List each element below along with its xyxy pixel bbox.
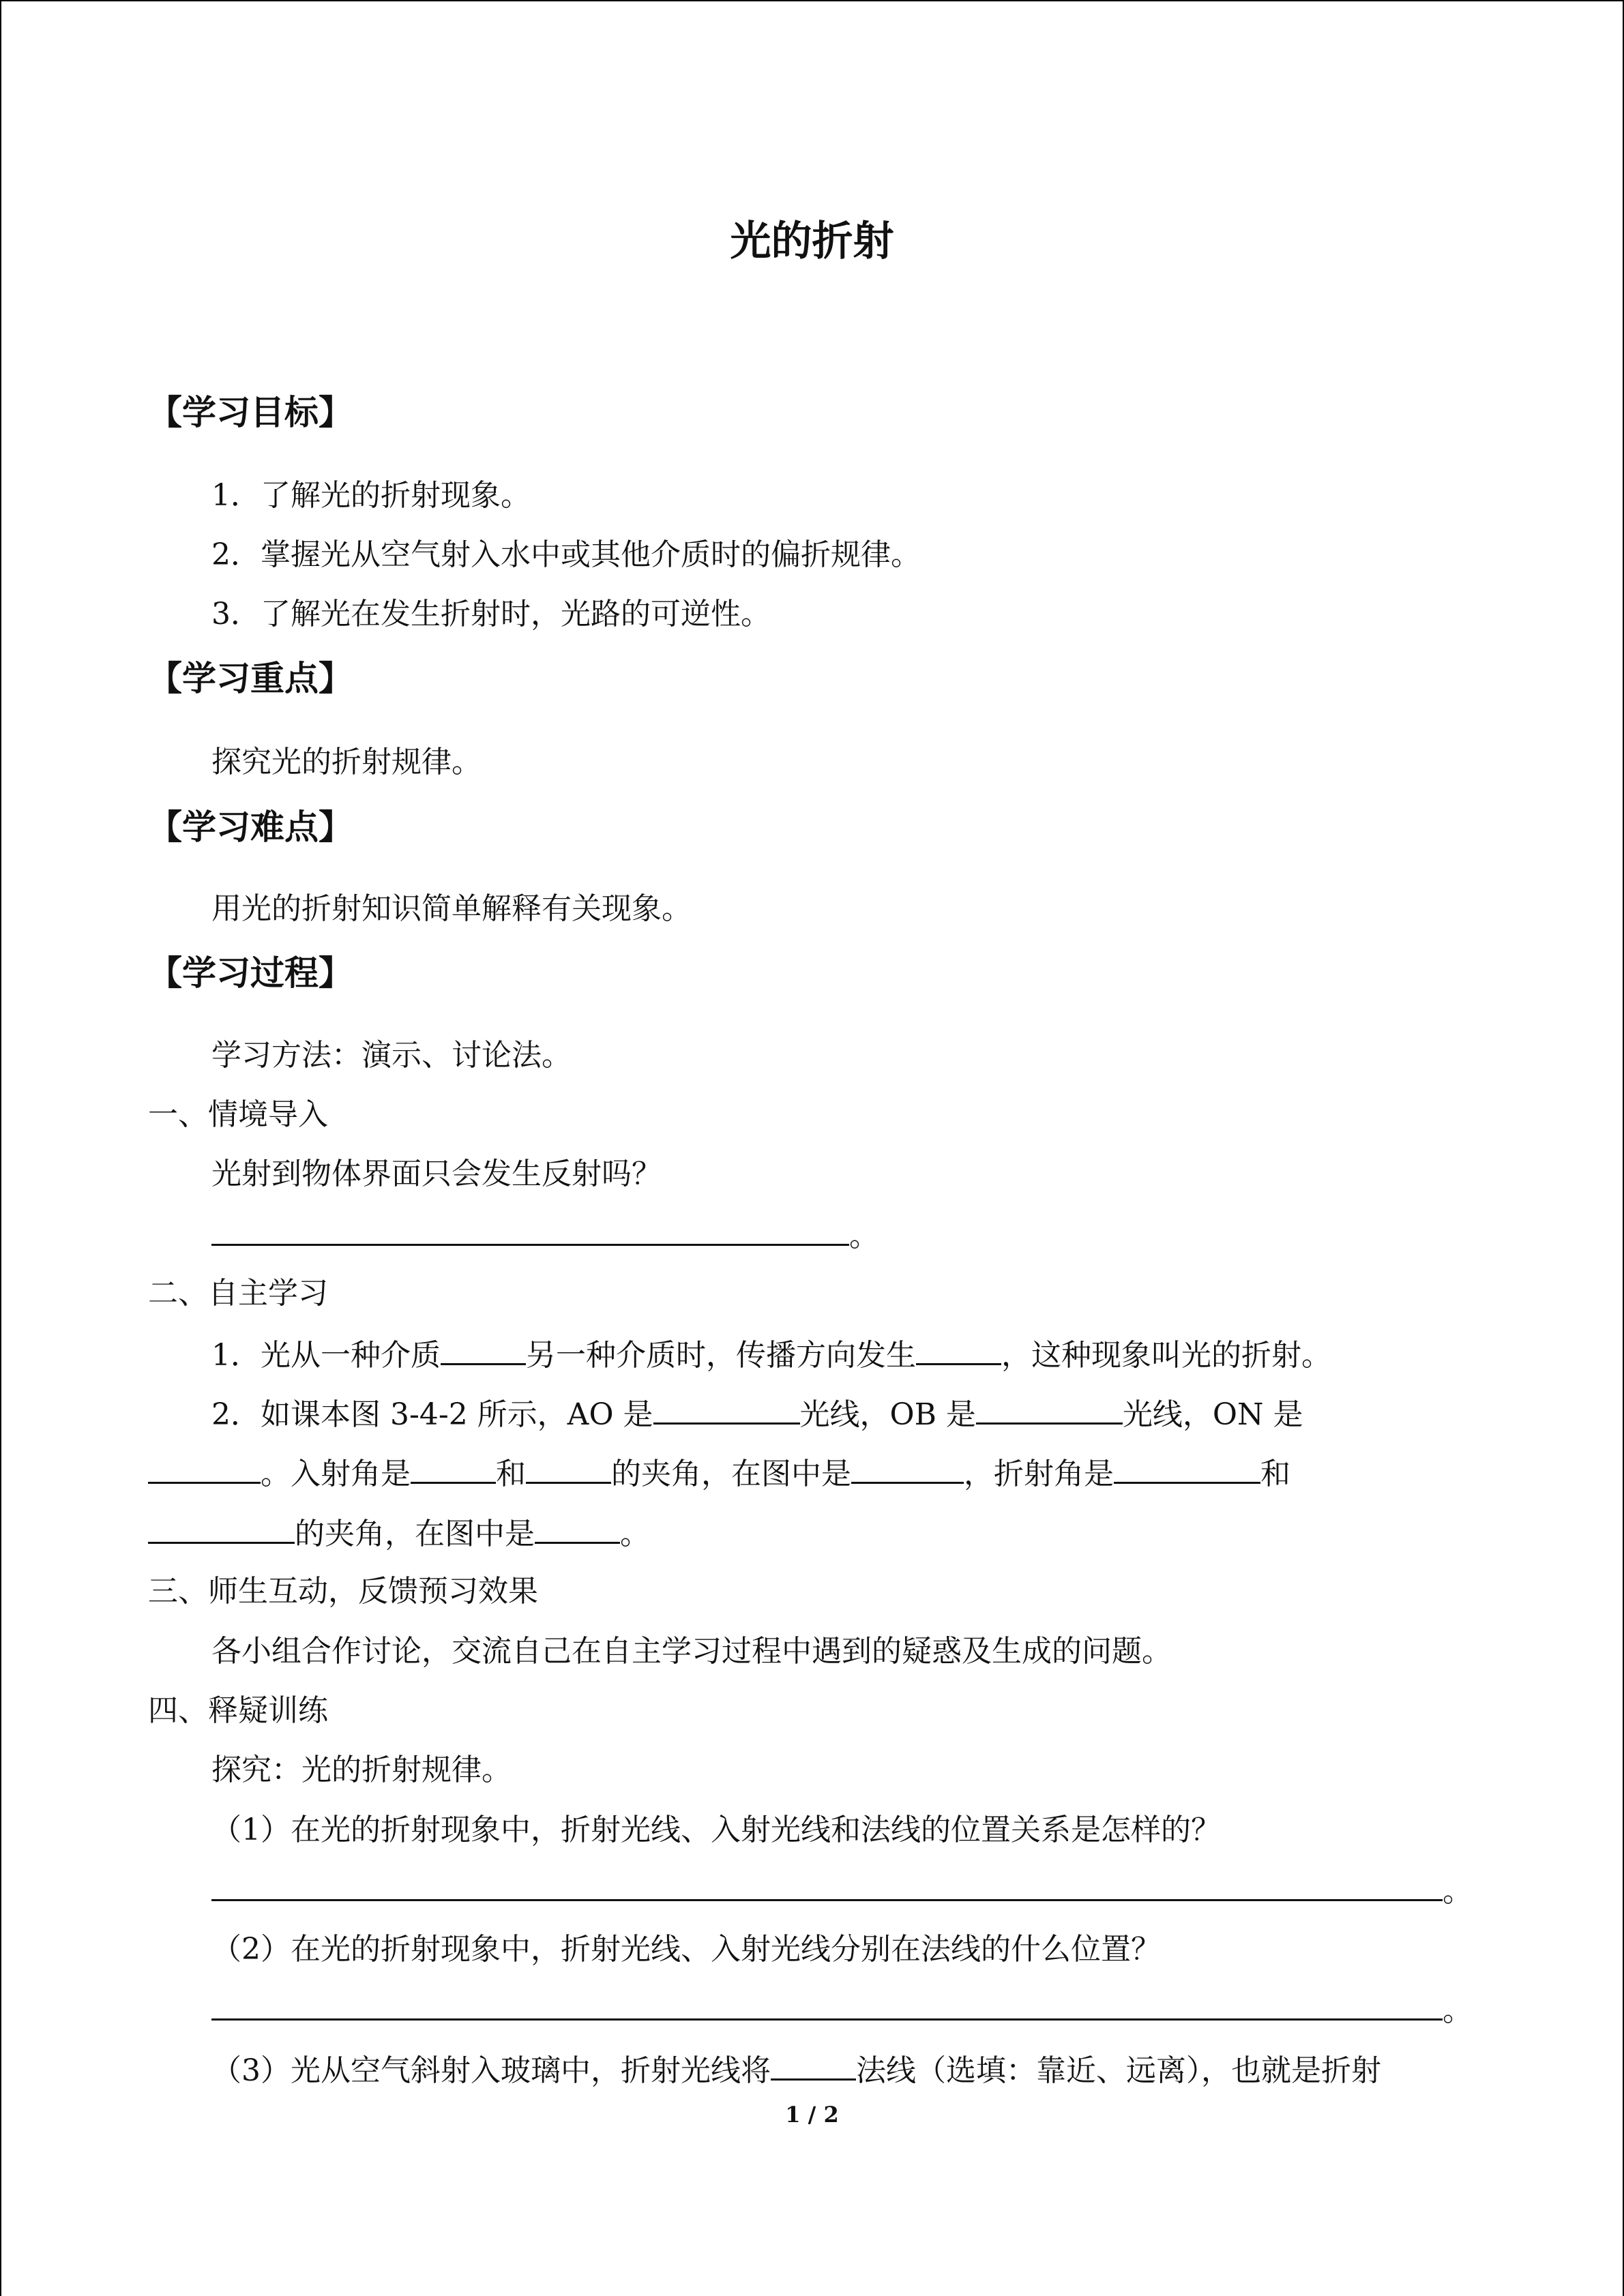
- fill-blank[interactable]: [771, 2048, 856, 2081]
- page-title: 光的折射: [730, 218, 894, 265]
- fill-blank[interactable]: [851, 1452, 964, 1484]
- part4-explore: 探究：光的折射规律。: [211, 1753, 512, 1787]
- fill-blank[interactable]: [916, 1333, 1001, 1365]
- fill-blank[interactable]: [211, 1214, 849, 1246]
- difficulty-text: 用光的折射知识简单解释有关现象。: [211, 891, 692, 926]
- process-heading: 【学习过程】: [148, 953, 353, 993]
- fill-blank[interactable]: [535, 1512, 620, 1544]
- fill-blank[interactable]: [653, 1392, 800, 1425]
- fill-blank[interactable]: [411, 1452, 496, 1484]
- fill-blank[interactable]: [976, 1392, 1123, 1425]
- part2-q2-line1: 2．如课本图 3-4-2 所示，AO 是 光线，OB 是 光线，ON 是: [211, 1392, 1303, 1435]
- fill-blank[interactable]: [526, 1452, 611, 1484]
- part2-q2-line2: 。入射角是 和 的夹角，在图中是 ，折射角是 和: [148, 1452, 1290, 1495]
- key-text: 探究光的折射规律。: [211, 745, 482, 779]
- goals-heading: 【学习目标】: [148, 393, 353, 432]
- page-number: 1 / 2: [785, 2102, 839, 2128]
- part1-answer-line: 。: [211, 1214, 879, 1257]
- part4-title: 四、释疑训练: [148, 1693, 328, 1728]
- part4-q2: （2）在光的折射现象中，折射光线、入射光线分别在法线的什么位置？: [211, 1932, 1161, 1967]
- part4-q1-answer-line: 。: [211, 1869, 1473, 1912]
- key-heading: 【学习重点】: [148, 659, 353, 698]
- part1-title: 一、情境导入: [148, 1097, 328, 1132]
- part3-title: 三、师生互动，反馈预习效果: [148, 1574, 538, 1609]
- part2-q2-line3: 的夹角，在图中是 。: [148, 1512, 650, 1555]
- fill-blank[interactable]: [1114, 1452, 1260, 1484]
- goal-item-1: 1．了解光的折射现象。: [211, 478, 531, 513]
- fill-blank[interactable]: [148, 1512, 295, 1544]
- method-text: 学习方法：演示、讨论法。: [211, 1038, 572, 1073]
- part2-q1: 1．光从一种介质 另一种介质时，传播方向发生 ，这种现象叫光的折射。: [211, 1333, 1331, 1376]
- part1-question: 光射到物体界面只会发生反射吗？: [211, 1157, 662, 1191]
- goal-item-3: 3．了解光在发生折射时，光路的可逆性。: [211, 597, 771, 631]
- part4-q1: （1）在光的折射现象中，折射光线、入射光线和法线的位置关系是怎样的？: [211, 1813, 1221, 1847]
- difficulty-heading: 【学习难点】: [148, 807, 353, 847]
- part3-text: 各小组合作讨论，交流自己在自主学习过程中遇到的疑惑及生成的问题。: [211, 1634, 1172, 1669]
- page-left-border: [0, 0, 1, 2296]
- fill-blank[interactable]: [441, 1333, 526, 1365]
- fill-blank[interactable]: [211, 1988, 1443, 2021]
- fill-blank[interactable]: [211, 1869, 1443, 1901]
- page-top-border: [0, 0, 1624, 1]
- goal-item-2: 2．掌握光从空气射入水中或其他介质时的偏折规律。: [211, 537, 921, 572]
- part2-title: 二、自主学习: [148, 1276, 328, 1311]
- part4-q2-answer-line: 。: [211, 1988, 1473, 2031]
- fill-blank[interactable]: [148, 1452, 261, 1484]
- part4-q3: （3）光从空气斜射入玻璃中，折射光线将 法线（选填：靠近、远离），也就是折射: [211, 2048, 1381, 2091]
